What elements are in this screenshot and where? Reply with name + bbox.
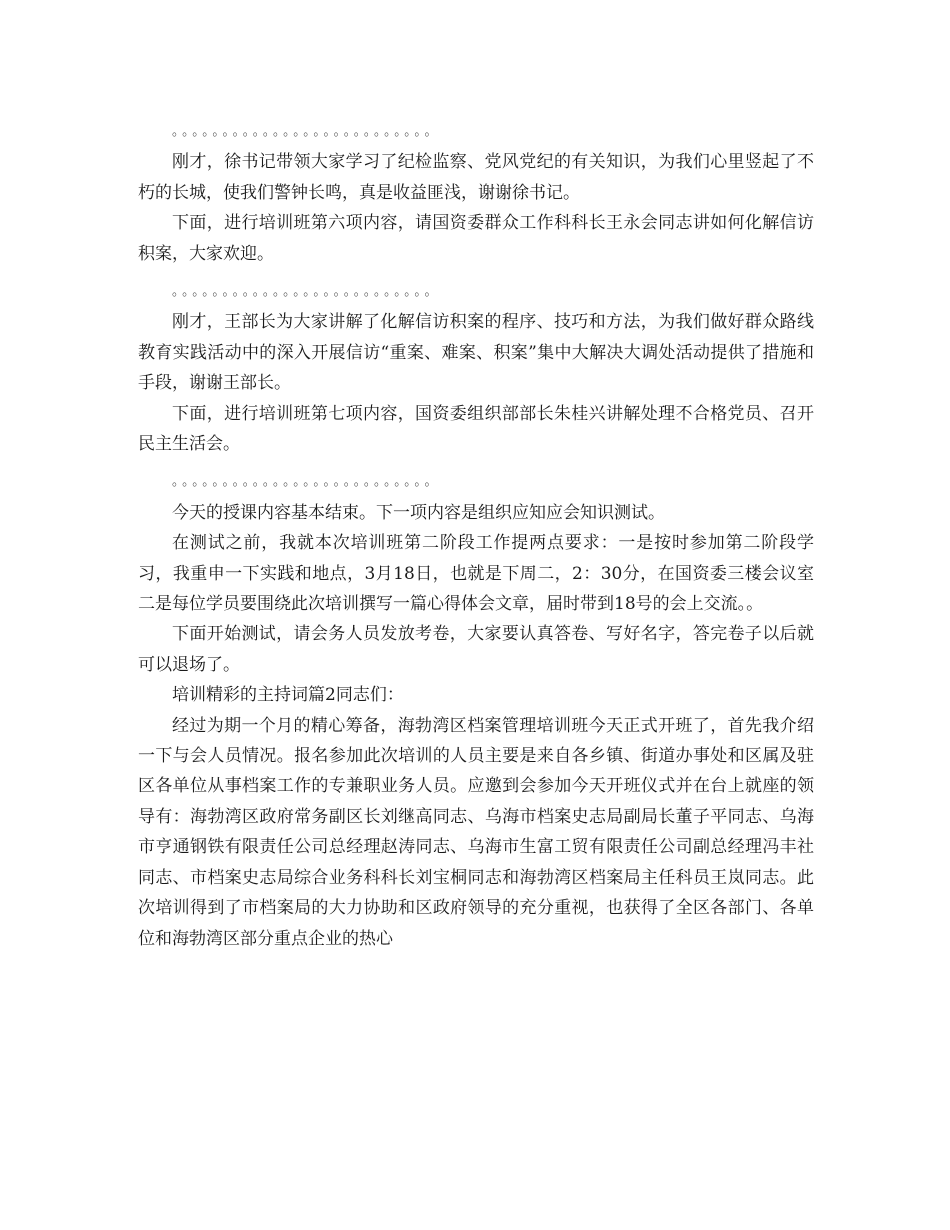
paragraph: 经过为期一个月的精心筹备，海勃湾区档案管理培训班今天正式开班了，首先我介绍一下与会人员情况。报名参加此次培训的人员主要是来自各乡镇、街道办事处和区属及驻区各单位从事档案工作的专兼职业务人员。应邀到会参加今天开班仪式并在台上就座的领导有：海勃湾区政府常务副区长刘继高同志、乌海市档案史志局副局长董子平同志、乌海市亨通钢铁有限责任公司总经理赵涛同志、乌海市生富工贸有限责任公司副总经理冯丰社同志、市档案史志局综合业务科科长刘宝桐同志和海勃湾区档案局主任科员王岚同志。此次培训得到了市档案局的大力协助和区政府领导的充分重视，也获得了全区各部门、各单位和海勃湾区部分重点企业的热心 [138, 715, 814, 949]
document-body [138, 117, 814, 954]
ellipsis-dots: 。。。。。。。。。。。。。。。。。。。。。。。。。。 [172, 474, 442, 490]
paragraph: 在测试之前，我就本次培训班第二阶段工作提两点要求：一是按时参加第二阶段学习，我重申一下实践和地点，3月18日，也就是下周二，2：30分，在国资委三楼会议室二是每位学员要围绕此次培训撰写一篇心得体会文章，届时带到18号的会上交流。。 [138, 533, 814, 615]
paragraph: 刚才，徐书记带领大家学习了纪检监察、党风党纪的有关知识，为我们心里竖起了不朽的长城，使我们警钟长鸣，真是收益匪浅，谢谢徐书记。 [138, 152, 814, 203]
paragraph: 刚才，王部长为大家讲解了化解信访积案的程序、技巧和方法，为我们做好群众路线教育实践活动中的深入开展信访“重案、难案、积案”集中大解决大调处活动提供了措施和手段，谢谢王部长。 [138, 312, 814, 394]
paragraph-heading: 培训精彩的主持词篇2同志们： [172, 685, 404, 706]
paragraph: 下面，进行培训班第六项内容，请国资委群众工作科科长王永会同志讲如何化解信访积案，大家欢迎。 [138, 213, 814, 264]
spacer [138, 269, 814, 277]
paragraph: 下面开始测试，请会务人员发放考卷，大家要认真答卷、写好名字，答完卷子以后就可以退场了。 [138, 624, 814, 675]
ellipsis-dots: 。。。。。。。。。。。。。。。。。。。。。。。。。。 [172, 124, 442, 139]
paragraph: 下面，进行培训班第七项内容，国资委组织部部长朱桂兴讲解处理不合格党员、召开民主生活会。 [138, 403, 814, 455]
paragraph: 今天的授课内容基本结束。下一项内容是组织应知应会知识测试。 [172, 502, 665, 523]
ellipsis-dots: 。。。。。。。。。。。。。。。。。。。。。。。。。。 [172, 284, 442, 300]
spacer [138, 459, 814, 467]
